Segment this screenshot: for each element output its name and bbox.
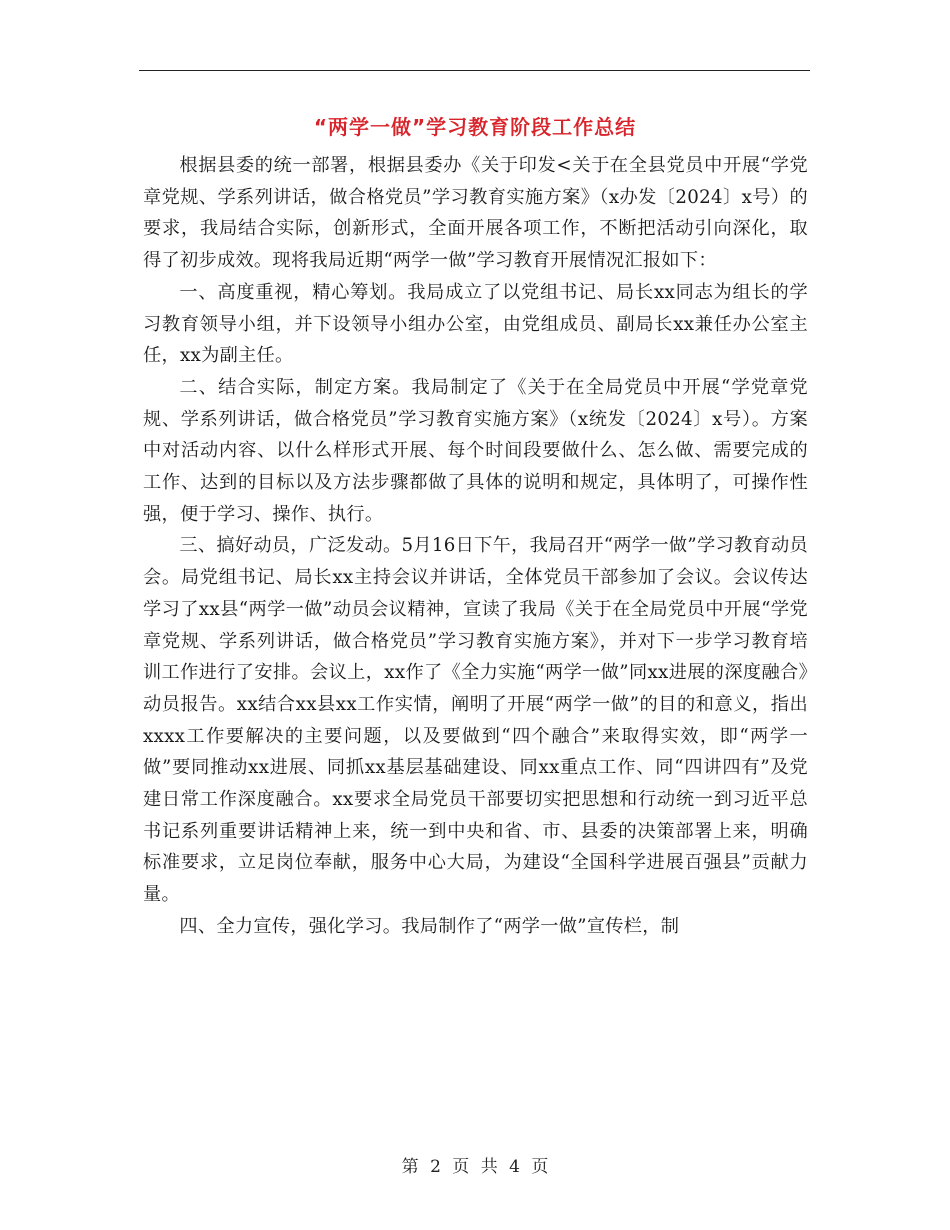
document-title: “两学一做”学习教育阶段工作总结 <box>313 115 637 139</box>
paragraph-section-2: 二、结合实际，制定方案。我局制定了《关于在全局党员中开展“学党章党规、学系列讲话，做合格党员”学习教育实施方案》（x统发〔2024〕x号）。方案中对活动内容、以什么样形式开展、每个时间段要做什么、怎么做、需要完成的工作、达到的目标以及方法步骤都做了具体的说明和规定，具体明了，可操作性强，便于学习、操作、执行。 <box>143 376 808 525</box>
paragraph-intro: 根据县委的统一部署，根据县委办《关于印发<关于在全县党员中开展“学党章党规、学系列讲话，做合格党员”学习教育实施方案》（x办发〔2024〕x号）的要求，我局结合实际，创新形式，全面开展各项工作，不断把活动引向深化，取得了初步成效。现将我局近期“两学一做”学习教育开展情况汇报如下： <box>143 155 808 272</box>
page-footer: 第 2 页 共 4 页 <box>401 1157 549 1177</box>
document-body <box>143 150 808 943</box>
header-rule <box>139 70 810 71</box>
paragraph-section-1: 一、高度重视，精心筹划。我局成立了以党组书记、局长xx同志为组长的学习教育领导小组，并下设领导小组办公室，由党组成员、副局长xx兼任办公室主任，xx为副主任。 <box>143 281 808 367</box>
paragraph-section-3: 三、搞好动员，广泛发动。5月16日下午，我局召开“两学一做”学习教育动员会。局党组书记、局长xx主持会议并讲话，全体党员干部参加了会议。会议传达学习了xx县“两学一做”动员会议精神，宣读了我局《关于在全局党员中开展“学党章党规、学系列讲话，做合格党员”学习教育实施方案》，并对下一步学习教育培训工作进行了安排。会议上，xx作了《全力实施“两学一做”同xx进展的深度融合》动员报告。xx结合xx县xx工作实情，阐明了开展“两学一做”的目的和意义，指出xxxx工作要解决的主要问题，以及要做到“四个融合”来取得实效，即“两学一做”要同推动xx进展、同抓xx基层基础建设、同xx重点工作、同“四讲四有”及党建日常工作深度融合。xx要求全局党员干部要切实把思想和行动统一到习近平总书记系列重要讲话精神上来，统一到中央和省、市、县委的决策部署上来，明确标准要求，立足岗位奉献，服务中心大局，为建设“全国科学进展百强县”贡献力量。 <box>143 535 808 906</box>
paragraph-section-4: 四、全力宣传，强化学习。我局制作了“两学一做”宣传栏，制 <box>179 915 680 937</box>
